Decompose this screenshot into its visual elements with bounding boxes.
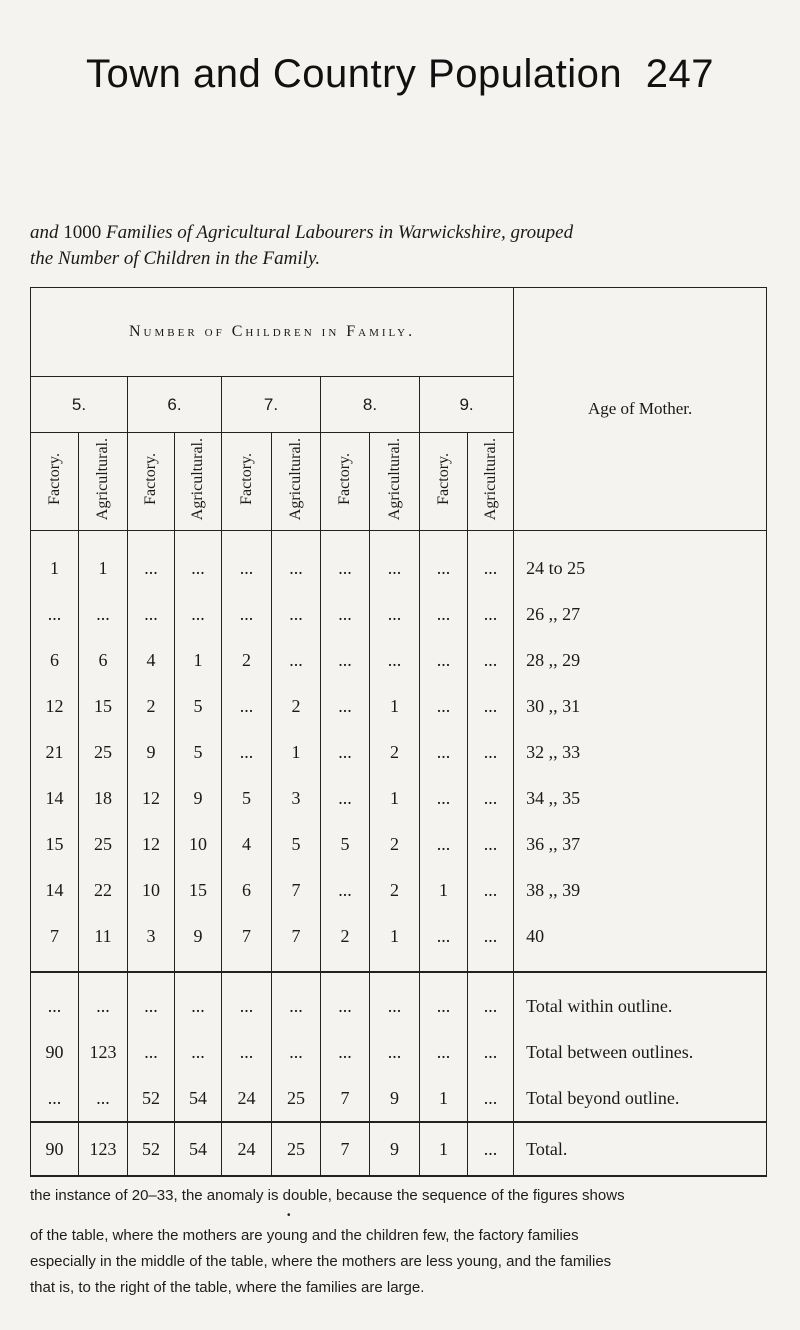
factory-header: Factory. — [420, 433, 468, 531]
table-cell: 12 — [128, 821, 175, 867]
table-cell: ... — [175, 983, 222, 1029]
table-cell: ... — [321, 683, 370, 729]
table-cell: 10 — [128, 867, 175, 913]
table-cell: ... — [468, 591, 514, 637]
table-cell: 7 — [272, 867, 321, 913]
table-cell: ... — [128, 531, 175, 592]
table-cell: 1 — [370, 913, 420, 959]
children-5-header: 5. — [31, 377, 128, 433]
children-7-header: 7. — [222, 377, 321, 433]
table-cell: ... — [175, 1029, 222, 1075]
table-cell: 24 — [222, 1122, 272, 1176]
table-cell: 25 — [272, 1075, 321, 1122]
caption-line2: the Number of Children in the Family. — [30, 248, 321, 269]
table-cell: ... — [370, 591, 420, 637]
table-cell: ... — [420, 983, 468, 1029]
table-cell: 6 — [222, 867, 272, 913]
table-cell: 1 — [420, 1122, 468, 1176]
total-row — [31, 983, 767, 1029]
table-cell: 21 — [31, 729, 79, 775]
grand-total-row — [31, 1122, 767, 1176]
table-cell: ... — [31, 591, 79, 637]
table-cell: 1 — [79, 531, 128, 592]
table-row — [31, 683, 767, 729]
table-cell: ... — [222, 591, 272, 637]
table-cell: 9 — [175, 913, 222, 959]
table-cell: 7 — [321, 1075, 370, 1122]
table-cell: ... — [175, 591, 222, 637]
table-cell: ... — [420, 531, 468, 592]
table-cell: ... — [468, 683, 514, 729]
table-cell: 90 — [31, 1122, 79, 1176]
page-title: Town and Country Population — [86, 52, 623, 96]
table-cell: 9 — [370, 1122, 420, 1176]
age-of-mother-cell: 40 — [514, 913, 767, 959]
table-cell: ... — [79, 1075, 128, 1122]
table-cell: 5 — [222, 775, 272, 821]
table-cell: ... — [321, 983, 370, 1029]
note-line: that is, to the right of the table, where the families are large. — [30, 1279, 425, 1296]
factory-header: Factory. — [31, 433, 79, 531]
table-cell: ... — [468, 821, 514, 867]
table-cell: 1 — [420, 867, 468, 913]
age-of-mother-cell: 30 ,, 31 — [514, 683, 767, 729]
table-cell: 54 — [175, 1075, 222, 1122]
table-cell: 22 — [79, 867, 128, 913]
table-cell: ... — [321, 531, 370, 592]
table-cell: ... — [128, 983, 175, 1029]
table-cell: 7 — [31, 913, 79, 959]
table-cell: 2 — [370, 729, 420, 775]
table-cell: ... — [321, 637, 370, 683]
table-cell: 2 — [370, 867, 420, 913]
table-cell: 4 — [128, 637, 175, 683]
table-row — [31, 729, 767, 775]
age-of-mother-cell: 38 ,, 39 — [514, 867, 767, 913]
table-cell: 14 — [31, 867, 79, 913]
table-cell: ... — [321, 1029, 370, 1075]
table-cell: ... — [272, 531, 321, 592]
table-cell: ... — [468, 983, 514, 1029]
factory-header: Factory. — [321, 433, 370, 531]
total-label-cell: Total within outline. — [514, 983, 767, 1029]
factory-header: Factory. — [128, 433, 175, 531]
table-cell: ... — [321, 867, 370, 913]
table-cell: ... — [222, 531, 272, 592]
table-cell: ... — [222, 1029, 272, 1075]
table-cell: 18 — [79, 775, 128, 821]
row-spacer — [31, 959, 767, 972]
agricultural-header: Agricultural. — [272, 433, 321, 531]
table-cell: ... — [321, 591, 370, 637]
table-cell: 15 — [175, 867, 222, 913]
table-row — [31, 913, 767, 959]
table-cell: ... — [128, 591, 175, 637]
table-cell: 123 — [79, 1122, 128, 1176]
table-cell: 7 — [272, 913, 321, 959]
age-of-mother-cell: 36 ,, 37 — [514, 821, 767, 867]
age-of-mother-cell: 32 ,, 33 — [514, 729, 767, 775]
table-cell: 1 — [272, 729, 321, 775]
table-cell: ... — [468, 1075, 514, 1122]
stray-dot-mark: • — [287, 1210, 291, 1221]
age-header: Age of Mother. — [514, 288, 767, 531]
children-8-header: 8. — [321, 377, 420, 433]
table-cell: ... — [468, 1029, 514, 1075]
table-cell: ... — [79, 591, 128, 637]
table-cell: ... — [420, 637, 468, 683]
table-cell: 2 — [128, 683, 175, 729]
table-cell: 6 — [79, 637, 128, 683]
table-cell: ... — [321, 729, 370, 775]
table-cell: 52 — [128, 1122, 175, 1176]
table-row — [31, 637, 767, 683]
table-cell: ... — [420, 729, 468, 775]
table-cell: ... — [468, 637, 514, 683]
factory-header: Factory. — [222, 433, 272, 531]
table-cell: 7 — [321, 1122, 370, 1176]
table-row — [31, 821, 767, 867]
table-cell: ... — [128, 1029, 175, 1075]
table-cell: 9 — [128, 729, 175, 775]
footnote-text — [30, 1183, 790, 1301]
table-cell: 7 — [222, 913, 272, 959]
table-cell: 1 — [175, 637, 222, 683]
table-cell: ... — [222, 683, 272, 729]
table-cell: 3 — [272, 775, 321, 821]
table-cell: ... — [370, 531, 420, 592]
table-cell: ... — [31, 983, 79, 1029]
total-row — [31, 1029, 767, 1075]
table-cell: 25 — [272, 1122, 321, 1176]
table-cell: ... — [272, 983, 321, 1029]
table-cell: 1 — [370, 775, 420, 821]
table-cell: ... — [31, 1075, 79, 1122]
agricultural-header: Agricultural. — [175, 433, 222, 531]
table-cell: 2 — [370, 821, 420, 867]
table-cell: ... — [175, 531, 222, 592]
table-cell: ... — [272, 637, 321, 683]
table-cell: ... — [420, 775, 468, 821]
total-label-cell: Total beyond outline. — [514, 1075, 767, 1122]
table-cell: ... — [222, 983, 272, 1029]
table-cell: ... — [468, 913, 514, 959]
note-line: of the table, where the mothers are young and the children few, the factory families — [30, 1227, 579, 1244]
table-cell: 9 — [370, 1075, 420, 1122]
table-cell: 123 — [79, 1029, 128, 1075]
caption-line1: Families of Agricultural Labourers in Warwickshire, grouped — [106, 222, 574, 243]
table-cell: 12 — [31, 683, 79, 729]
caption-number: 1000 — [63, 222, 102, 243]
table-cell: 3 — [128, 913, 175, 959]
total-label-cell: Total between outlines. — [514, 1029, 767, 1075]
table-cell: 4 — [222, 821, 272, 867]
children-9-header: 9. — [420, 377, 514, 433]
table-cell: 1 — [370, 683, 420, 729]
age-of-mother-cell: 24 to 25 — [514, 531, 767, 592]
table-cell: ... — [468, 775, 514, 821]
total-row — [31, 1075, 767, 1122]
table-cell: 5 — [272, 821, 321, 867]
table-row — [31, 867, 767, 913]
age-of-mother-cell: 26 ,, 27 — [514, 591, 767, 637]
table-cell: ... — [468, 729, 514, 775]
children-6-header: 6. — [128, 377, 222, 433]
table-cell: ... — [79, 983, 128, 1029]
table-cell: 25 — [79, 729, 128, 775]
table-cell: 24 — [222, 1075, 272, 1122]
table-cell: 52 — [128, 1075, 175, 1122]
table-cell: 2 — [222, 637, 272, 683]
table-cell: ... — [370, 983, 420, 1029]
group-header: Number of Children in Family. — [31, 288, 514, 377]
table-cell: ... — [420, 1029, 468, 1075]
table-cell: 1 — [31, 531, 79, 592]
agricultural-header: Agricultural. — [468, 433, 514, 531]
table-cell: ... — [222, 729, 272, 775]
table-cell: ... — [420, 913, 468, 959]
table-cell: ... — [420, 591, 468, 637]
table-cell: 9 — [175, 775, 222, 821]
table-cell: 11 — [79, 913, 128, 959]
table-cell: 2 — [272, 683, 321, 729]
table-cell: 10 — [175, 821, 222, 867]
age-of-mother-cell: 28 ,, 29 — [514, 637, 767, 683]
table-cell: 90 — [31, 1029, 79, 1075]
table-row — [31, 591, 767, 637]
table-cell: ... — [420, 821, 468, 867]
children-table — [30, 287, 767, 1177]
table-cell: 5 — [175, 729, 222, 775]
age-of-mother-cell: 34 ,, 35 — [514, 775, 767, 821]
table-cell: ... — [468, 531, 514, 592]
table-cell: 25 — [79, 821, 128, 867]
note-line: especially in the middle of the table, where the mothers are less young, and the families — [30, 1253, 612, 1270]
table-cell: 54 — [175, 1122, 222, 1176]
table-cell: 15 — [79, 683, 128, 729]
table-cell: 6 — [31, 637, 79, 683]
table-cell: ... — [468, 867, 514, 913]
agricultural-header: Agricultural. — [370, 433, 420, 531]
table-row — [31, 531, 767, 592]
table-cell: ... — [321, 775, 370, 821]
row-spacer — [31, 972, 767, 983]
caption-and: and — [30, 222, 59, 243]
total-label-cell: Total. — [514, 1122, 767, 1176]
table-cell: ... — [370, 1029, 420, 1075]
table-cell: ... — [272, 591, 321, 637]
table-cell: 2 — [321, 913, 370, 959]
table-cell: 1 — [420, 1075, 468, 1122]
table-cell: ... — [468, 1122, 514, 1176]
page-number: 247 — [645, 52, 714, 96]
table-row — [31, 775, 767, 821]
table-cell: ... — [370, 637, 420, 683]
table-cell: 5 — [321, 821, 370, 867]
table-cell: 12 — [128, 775, 175, 821]
table-cell: ... — [272, 1029, 321, 1075]
table-cell: 14 — [31, 775, 79, 821]
note-line: the instance of 20–33, the anomaly is double, because the sequence of the figures shows — [30, 1187, 625, 1204]
table-cell: 5 — [175, 683, 222, 729]
table-caption — [30, 220, 780, 272]
page-header — [0, 52, 800, 97]
agricultural-header: Agricultural. — [79, 433, 128, 531]
table-cell: 15 — [31, 821, 79, 867]
table-cell: ... — [420, 683, 468, 729]
